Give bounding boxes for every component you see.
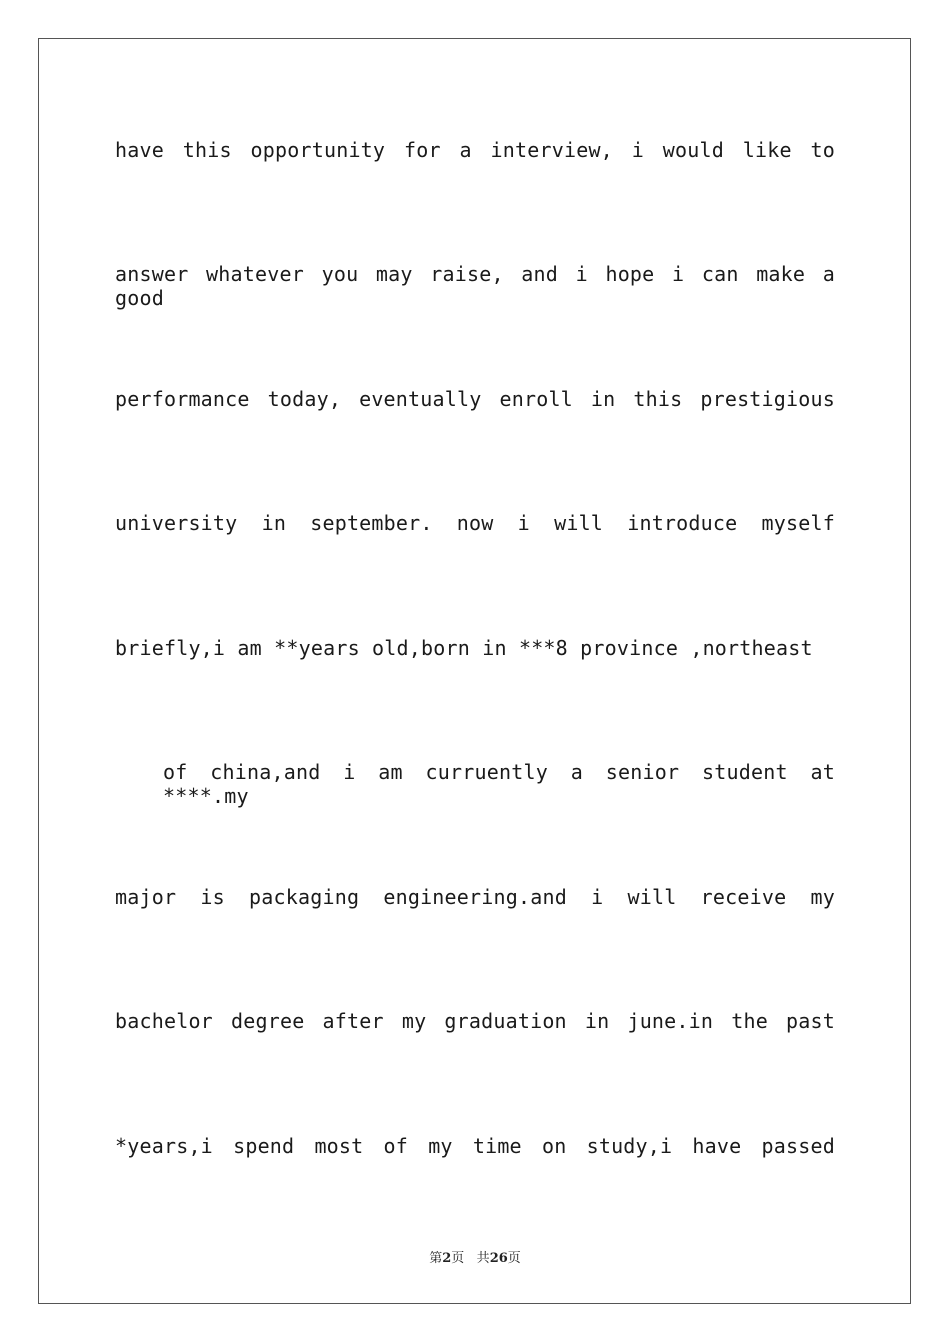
text-line-4: university in september. now i will introduce myself: [115, 511, 835, 535]
total-prefix: 共: [476, 1251, 490, 1266]
text-line-3: performance today, eventually enroll in this prestigious: [115, 387, 835, 411]
page-number: 2: [442, 1251, 452, 1266]
text-line-6: of china,and i am curruently a senior student at ****.my: [163, 760, 835, 808]
text-line-9: *years,i spend most of my time on study,i have passed: [115, 1134, 835, 1158]
page-prefix: 第: [429, 1251, 443, 1266]
text-line-7: major is packaging engineering.and i will receive my: [115, 885, 835, 909]
text-line-8: bachelor degree after my graduation in june.in the past: [115, 1009, 835, 1033]
page-footer: [0, 1247, 950, 1266]
page-border: [38, 38, 911, 1304]
text-line-1: have this opportunity for a interview, i would like to: [115, 138, 835, 162]
total-pages: 26: [489, 1251, 508, 1266]
total-suffix: 页: [507, 1251, 521, 1266]
page-suffix: 页: [451, 1251, 465, 1266]
text-line-5: briefly,i am **years old,born in ***8 province ,northeast: [115, 636, 813, 660]
text-line-2: answer whatever you may raise, and i hope i can make a good: [115, 262, 835, 310]
